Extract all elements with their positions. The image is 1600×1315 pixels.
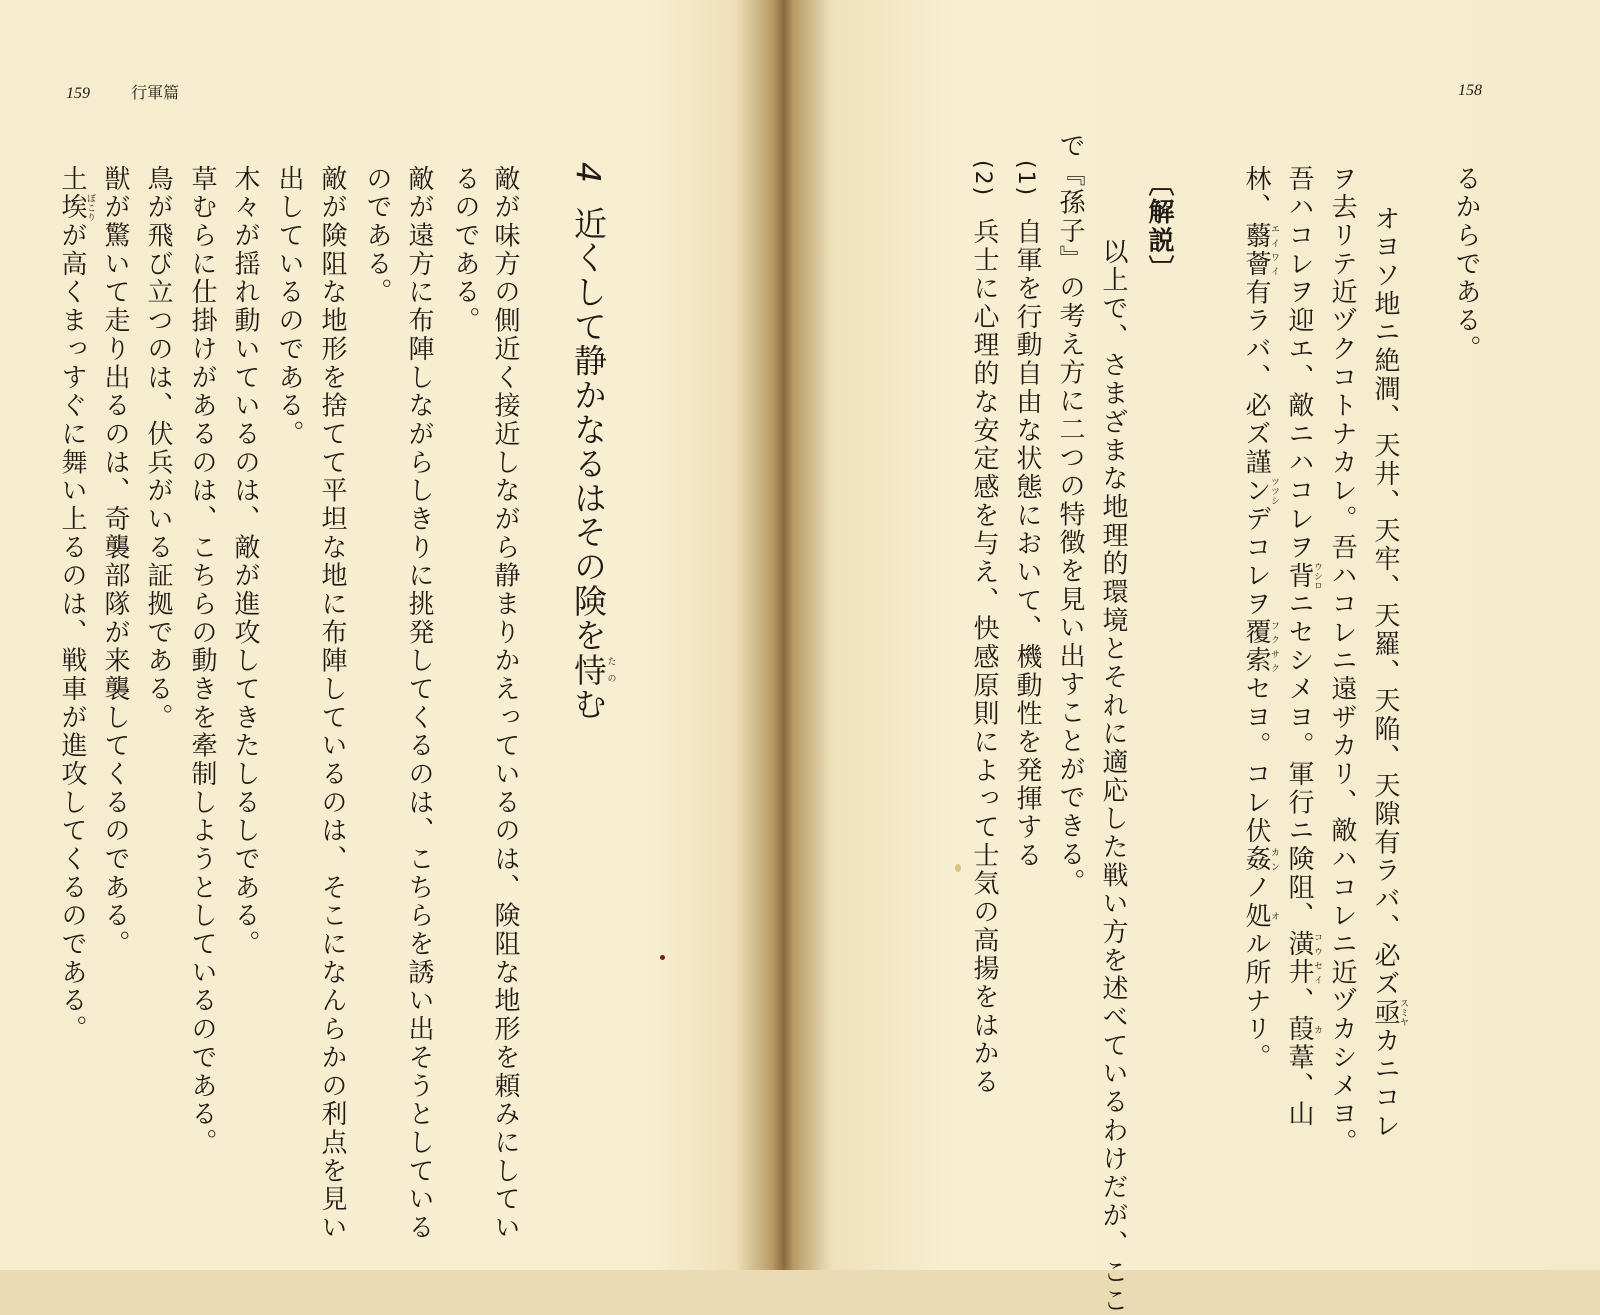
point-1-text: 自軍を行動自由な状態において、機動性を発揮する	[1012, 218, 1042, 870]
left-line-9: 鳥が飛び立つのは、伏兵がいる証拠である。	[143, 165, 173, 732]
left-page-number: 159	[66, 85, 90, 102]
ink-speck	[660, 955, 665, 960]
right-line-2	[1372, 205, 1408, 1140]
right-line-2-a: オヨソ地ニ絶澗、天井、天牢、天羅、天陥、天隙有ラバ、必ズ	[1370, 205, 1400, 999]
section-number: 4	[569, 162, 608, 185]
right-line-1: るからである。	[1451, 165, 1481, 364]
ruby-o: 処オ	[1241, 901, 1279, 931]
ruby-ushiro: 背ウシロ	[1284, 561, 1322, 591]
left-line-11: 土埃ぼこりが高くまっすぐに舞い上るのは、戦車が進攻してくるのである。	[57, 165, 95, 1044]
left-line-2: るのである。	[450, 165, 480, 336]
ruby-tano: 恃たの	[569, 652, 616, 687]
right-line-2-b: カニコレ	[1370, 1026, 1400, 1141]
left-line-3: 敵が遠方に布陣しながらしきりに挑発してくるのは、こちらを誘い出そうとしている	[404, 165, 434, 1242]
ruby-eiwai: 蘙薈エイワイ	[1241, 221, 1279, 279]
ruby-fukusaku: 覆索フクサク	[1241, 618, 1279, 676]
right-line-4: 吾ハコレヲ迎エ、敵ニハコレヲ背ウシロニセシメヨ。軍行ニ険阻、潢井コウセイ、葭カ葦、山	[1284, 165, 1322, 1129]
right-line-5: 林、蘙薈エイワイ有ラバ、必ズ謹ンツツシデコレヲ覆索フクサクセヨ。コレ伏姦カンノ処オル所ナリ。	[1241, 165, 1279, 1072]
right-page-header	[1458, 80, 1482, 100]
paper-stain	[955, 864, 961, 872]
section-heading	[565, 162, 616, 721]
left-line-6: 出しているのである。	[274, 165, 304, 449]
point-2-text: 兵士に心理的な安定感を与え、快感原則によって士気の高揚をはかる	[969, 218, 999, 1097]
right-page-number: 158	[1458, 82, 1482, 99]
left-page-header	[66, 80, 179, 103]
left-line-1: 敵が味方の側近く接近しながら静まりかえっているのは、険阻な地形を頼みにしてい	[490, 165, 520, 1242]
right-line-3: ヲ去リテ近ヅクコトナカレ。吾ハコレニ遠ザカリ、敵ハコレニ近ヅカシメヨ。	[1327, 165, 1357, 1157]
ruby-tsutsushi: ンツツシ	[1241, 476, 1279, 506]
ruby-kan: 姦カン	[1241, 845, 1279, 874]
commentary-heading: 〔解説〕	[1144, 170, 1174, 284]
section-title: 近くして静かなるはその険を恃たのむ	[569, 206, 616, 722]
ruby-bokori: 埃ぼこり	[57, 193, 95, 222]
commentary-line-1: 以上で、さまざまな地理的環境とそれに適応した戦い方を述べているわけだが、ここ	[1098, 238, 1128, 1315]
running-head: 行軍篇	[131, 83, 180, 102]
left-line-8: 草むらに仕掛けがあるのは、こちらの動きを牽制しようとしているのである。	[187, 165, 217, 1157]
left-line-10: 獣が驚いて走り出るのは、奇襲部隊が来襲してくるのである。	[100, 165, 130, 959]
ruby-ka: 葭カ	[1284, 1015, 1322, 1044]
point-1-label: (1)	[1013, 160, 1038, 198]
point-2-label: (2)	[970, 160, 995, 198]
commentary-line-2: で『孫子』の考え方に二つの特徴を見い出すことができる。	[1055, 132, 1085, 898]
ruby-sumiya: 亟スミヤ	[1370, 998, 1408, 1027]
left-line-5: 敵が険阻な地形を捨てて平坦な地に布陣しているのは、そこになんらかの利点を見い	[317, 165, 347, 1242]
left-line-7: 木々が揺れ動いているのは、敵が進攻してきたしるしである。	[230, 165, 260, 959]
ruby-kousei: 潢井コウセイ	[1284, 930, 1322, 987]
left-line-4: のである。	[362, 165, 392, 307]
